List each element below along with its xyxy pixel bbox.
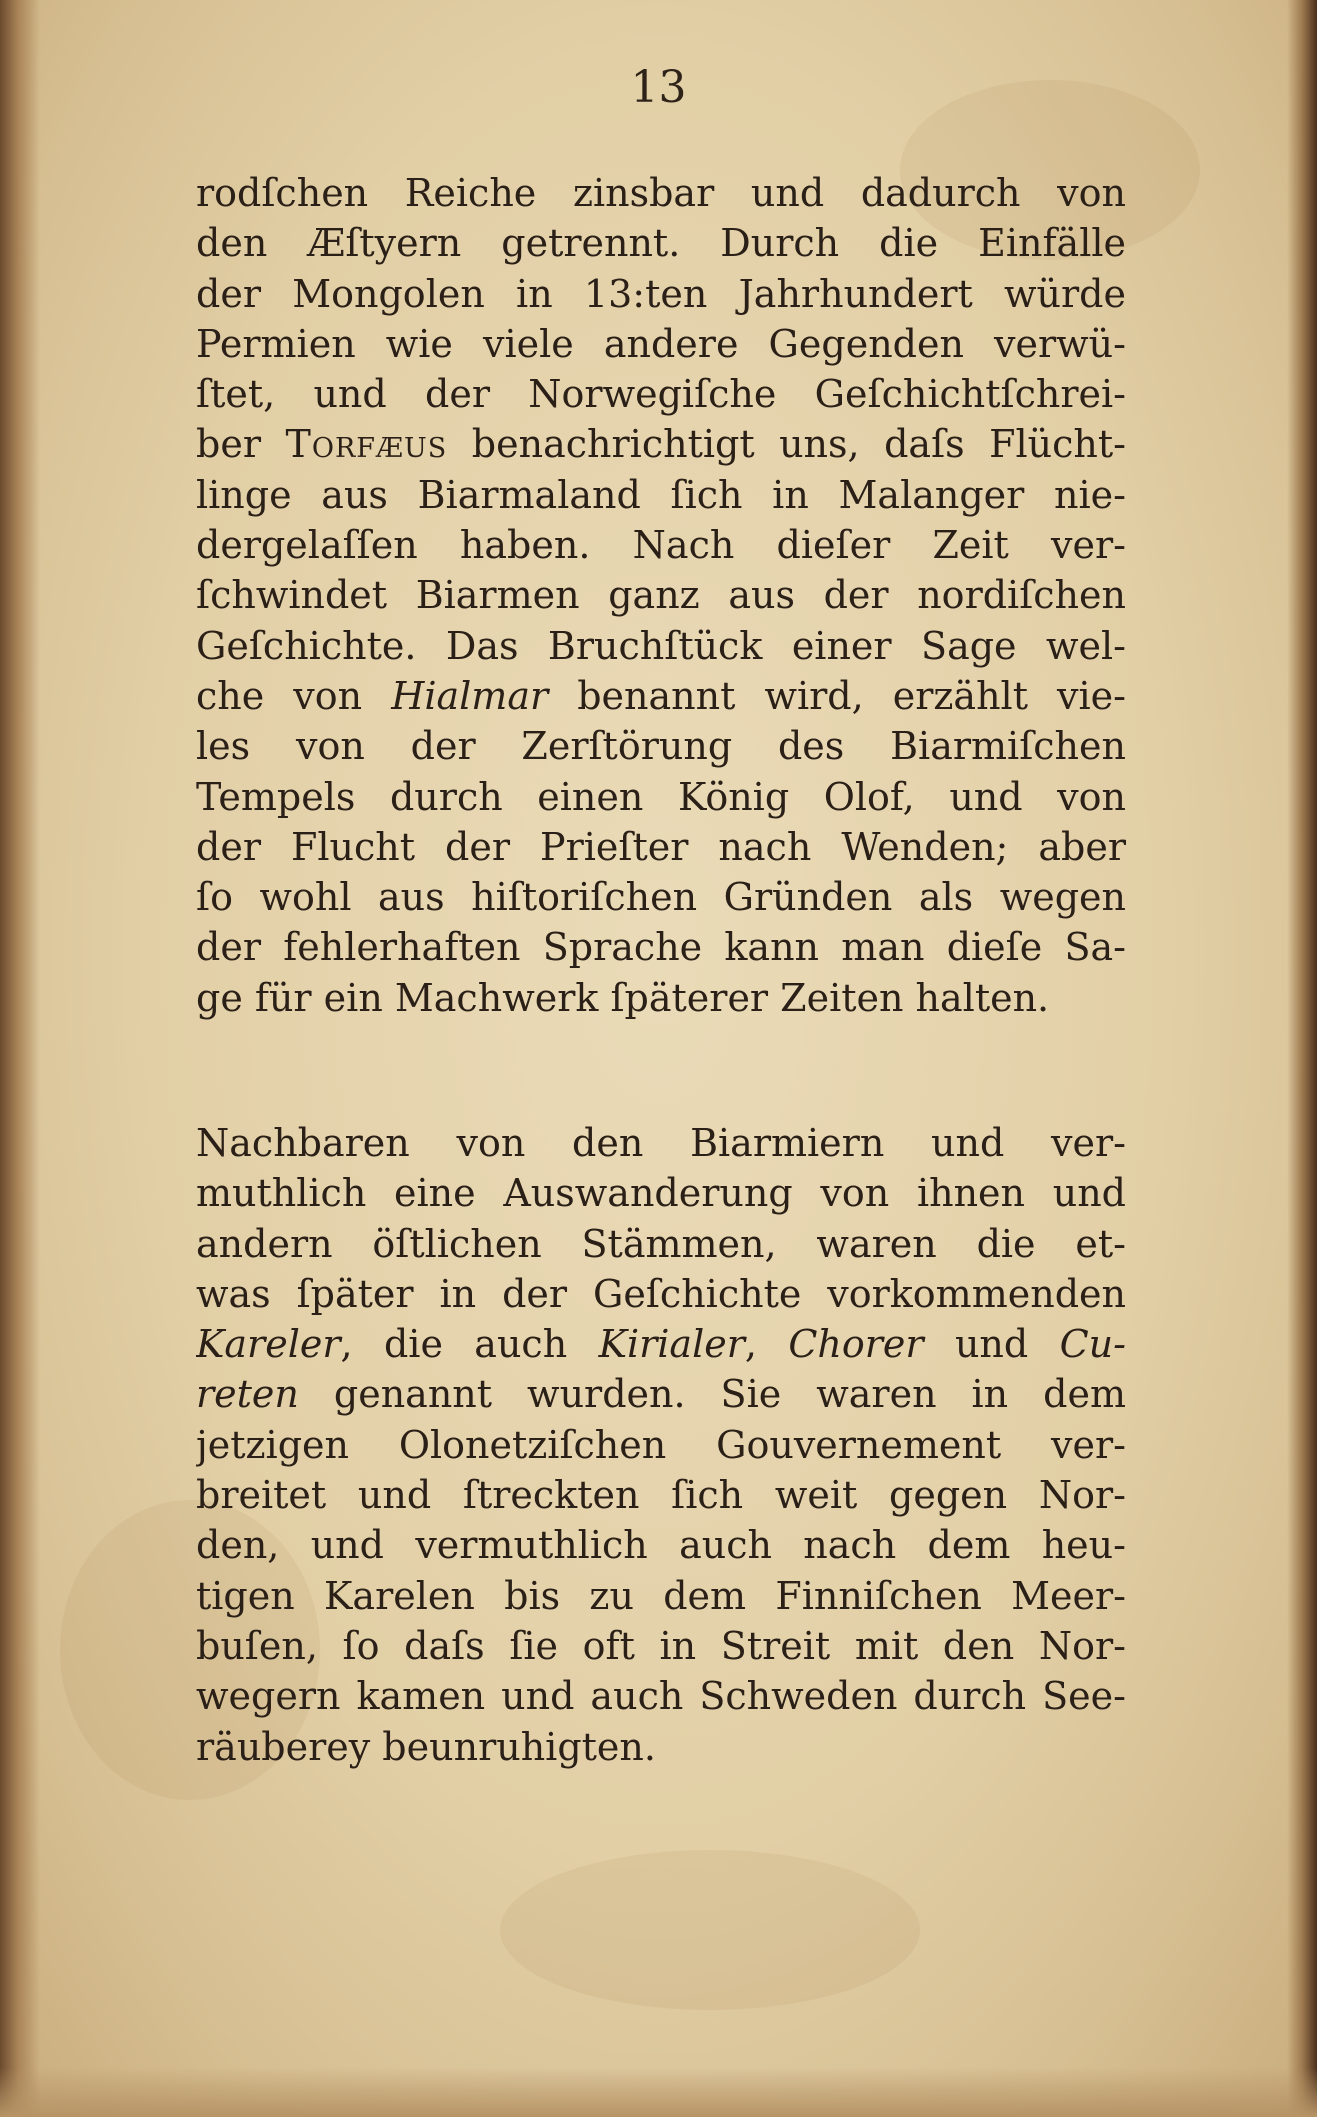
- text-segment: räuberey beunruhigten.: [196, 1724, 656, 1769]
- text-line: [196, 721, 1126, 771]
- text-line: [196, 1520, 1126, 1570]
- text-segment: ſchwindet Biarmen ganz aus der nordiſchen: [196, 573, 1126, 618]
- text-segment: den, und vermuthlich auch nach dem heu-: [196, 1523, 1126, 1568]
- text-segment: buſen, ſo daſs ſie oft in Streit mit den Nor-: [196, 1623, 1126, 1668]
- text-segment: Geſchichte. Das Bruchſtück einer Sage wel-: [196, 623, 1126, 668]
- text-segment: ber: [196, 422, 286, 467]
- italic-name: reten: [196, 1372, 299, 1417]
- page-number: 13: [630, 62, 687, 113]
- paragraph-2: [196, 1118, 1126, 1772]
- text-segment: les von der Zerſtörung des Biarmiſchen: [196, 724, 1126, 769]
- text-line: [196, 1118, 1126, 1168]
- text-segment: Tempels durch einen König Olof, und von: [196, 774, 1126, 819]
- page-right-edge: [1287, 0, 1317, 2117]
- text-segment: dergelaſſen haben. Nach dieſer Zeit ver-: [196, 523, 1126, 568]
- text-segment: , die auch: [340, 1322, 599, 1367]
- text-segment: benachrichtigt uns, daſs Flücht-: [447, 422, 1126, 467]
- text-line: [196, 1420, 1126, 1470]
- italic-name: Cu-: [1059, 1322, 1126, 1367]
- text-segment: der Mongolen in 13:ten Jahrhundert würde: [196, 271, 1126, 316]
- text-segment: den Æſtyern getrennt. Durch die Einfälle: [196, 221, 1126, 266]
- text-line: [196, 822, 1126, 872]
- text-line: [196, 671, 1126, 721]
- text-line: [196, 1722, 1126, 1772]
- text-line: [196, 1621, 1126, 1671]
- text-line: [196, 1369, 1126, 1419]
- text-line: [196, 973, 1126, 1023]
- text-line: [196, 570, 1126, 620]
- text-line: [196, 269, 1126, 319]
- text-segment: der Flucht der Prieſter nach Wenden; aber: [196, 824, 1126, 869]
- text-segment: breitet und ſtreckten ſich weit gegen Nor-: [196, 1473, 1126, 1518]
- text-segment: Permien wie viele andere Gegenden verwü-: [196, 321, 1126, 366]
- paragraph-1: [196, 168, 1126, 1023]
- text-line: [196, 319, 1126, 369]
- text-line: [196, 1571, 1126, 1621]
- text-line: [196, 168, 1126, 218]
- text-line: [196, 1269, 1126, 1319]
- page-bottom-edge: [0, 2067, 1317, 2117]
- page-binding-edge: [0, 0, 40, 2117]
- text-segment: muthlich eine Auswanderung von ihnen und: [196, 1171, 1126, 1216]
- text-line: [196, 1671, 1126, 1721]
- text-segment: rodſchen Reiche zinsbar und dadurch von: [196, 171, 1126, 215]
- italic-name: Kareler: [196, 1322, 341, 1367]
- text-line: [196, 419, 1126, 469]
- text-segment: andern öſtlichen Stämmen, waren die et-: [196, 1221, 1126, 1266]
- text-segment: ſtet, und der Norwegiſche Geſchichtſchrei-: [196, 372, 1126, 417]
- text-segment: was ſpäter in der Geſchichte vorkommenden: [196, 1271, 1126, 1316]
- text-line: [196, 1168, 1126, 1218]
- text-line: [196, 520, 1126, 570]
- italic-name: Hialmar: [391, 673, 549, 718]
- text-line: [196, 218, 1126, 268]
- text-line: [196, 621, 1126, 671]
- text-line: [196, 772, 1126, 822]
- text-line: [196, 369, 1126, 419]
- italic-name: Chorer: [788, 1322, 924, 1367]
- text-line: [196, 872, 1126, 922]
- text-segment: der fehlerhaften Sprache kann man dieſe Sa-: [196, 925, 1126, 970]
- text-line: [196, 922, 1126, 972]
- smallcaps-name: Torfæus: [285, 422, 448, 467]
- text-segment: Nachbaren von den Biarmiern und ver-: [196, 1121, 1126, 1165]
- text-segment: linge aus Biarmaland ſich in Malanger nie-: [196, 472, 1126, 517]
- italic-name: Kirialer: [598, 1322, 745, 1367]
- text-segment: tigen Karelen bis zu dem Finniſchen Meer-: [196, 1573, 1126, 1618]
- text-segment: ſo wohl aus hiſtoriſchen Gründen als wegen: [196, 875, 1126, 920]
- text-segment: ,: [744, 1322, 789, 1367]
- text-segment: benannt wird, erzählt vie-: [548, 673, 1126, 718]
- text-segment: genannt wurden. Sie waren in dem: [298, 1372, 1126, 1417]
- text-segment: che von: [196, 673, 392, 718]
- paper-stain: [500, 1850, 920, 2010]
- text-segment: jetzigen Olonetziſchen Gouvernement ver-: [196, 1422, 1126, 1467]
- text-segment: wegern kamen und auch Schweden durch See-: [196, 1674, 1126, 1719]
- text-line: [196, 1219, 1126, 1269]
- text-line: [196, 1470, 1126, 1520]
- text-line: [196, 470, 1126, 520]
- text-segment: und: [923, 1322, 1060, 1367]
- text-line: [196, 1319, 1126, 1369]
- text-segment: ge für ein Machwerk ſpäterer Zeiten halten.: [196, 975, 1050, 1020]
